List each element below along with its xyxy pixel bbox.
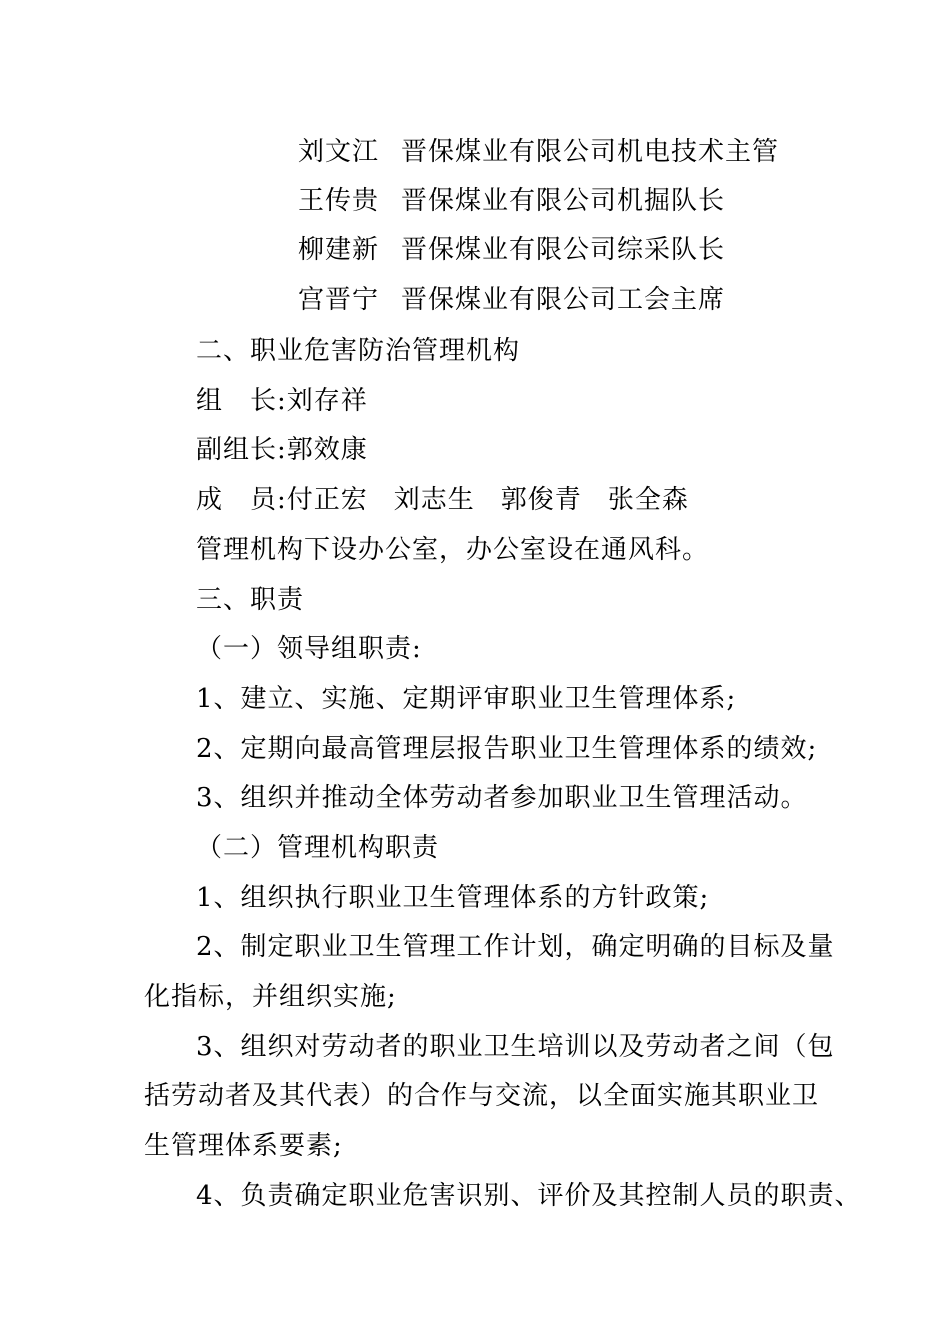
list-item: 1、建立、实施、定期评审职业卫生管理体系; xyxy=(196,684,737,714)
deputy-name: 郭效康 xyxy=(286,435,368,465)
leader-line xyxy=(196,384,368,418)
subsection-title: （一）领导组职责: xyxy=(196,634,422,664)
member-row xyxy=(298,135,779,169)
members-label: 成 员: xyxy=(196,485,287,515)
member-name: 郭俊青 xyxy=(500,485,582,515)
member-row xyxy=(298,233,725,267)
deputy-label: 副组长: xyxy=(196,435,287,465)
section-heading: 三、职责 xyxy=(196,585,305,615)
member-row xyxy=(298,283,725,317)
subsection-title: （二）管理机构职责 xyxy=(196,833,440,863)
member-role: 晋保煤业有限公司机掘队长 xyxy=(401,186,726,216)
list-item: 4、负责确定职业危害识别、评价及其控制人员的职责、 xyxy=(196,1181,862,1211)
office-note: 管理机构下设办公室，办公室设在通风科。 xyxy=(196,535,710,565)
list-item: 3、组织并推动全体劳动者参加职业卫生管理活动。 xyxy=(196,783,808,813)
leader-name: 刘存祥 xyxy=(286,386,368,416)
member-row xyxy=(298,184,725,218)
leader-label: 组 长: xyxy=(196,386,287,416)
member-name: 柳建新 xyxy=(298,235,380,265)
members-line xyxy=(196,483,715,517)
section-heading: 二、职业危害防治管理机构 xyxy=(196,336,521,366)
list-item-continued: 化指标，并组织实施; xyxy=(144,982,397,1012)
member-role: 晋保煤业有限公司工会主席 xyxy=(401,285,726,315)
member-name: 付正宏 xyxy=(286,485,368,515)
list-item: 3、组织对劳动者的职业卫生培训以及劳动者之间（包 xyxy=(196,1032,835,1062)
member-name: 王传贵 xyxy=(298,186,380,216)
member-name: 刘志生 xyxy=(393,485,475,515)
member-name: 张全森 xyxy=(607,485,689,515)
list-item: 2、制定职业卫生管理工作计划，确定明确的目标及量 xyxy=(196,932,835,962)
list-item: 2、定期向最高管理层报告职业卫生管理体系的绩效; xyxy=(196,734,818,764)
member-name: 刘文江 xyxy=(298,137,380,167)
list-item: 1、组织执行职业卫生管理体系的方针政策; xyxy=(196,883,710,913)
member-role: 晋保煤业有限公司机电技术主管 xyxy=(401,137,780,167)
deputy-line xyxy=(196,433,368,467)
list-item-continued: 生管理体系要素; xyxy=(144,1131,343,1161)
member-role: 晋保煤业有限公司综采队长 xyxy=(401,235,726,265)
list-item-continued: 括劳动者及其代表）的合作与交流，以全面实施其职业卫 xyxy=(144,1081,820,1111)
member-name: 宫晋宁 xyxy=(298,285,380,315)
